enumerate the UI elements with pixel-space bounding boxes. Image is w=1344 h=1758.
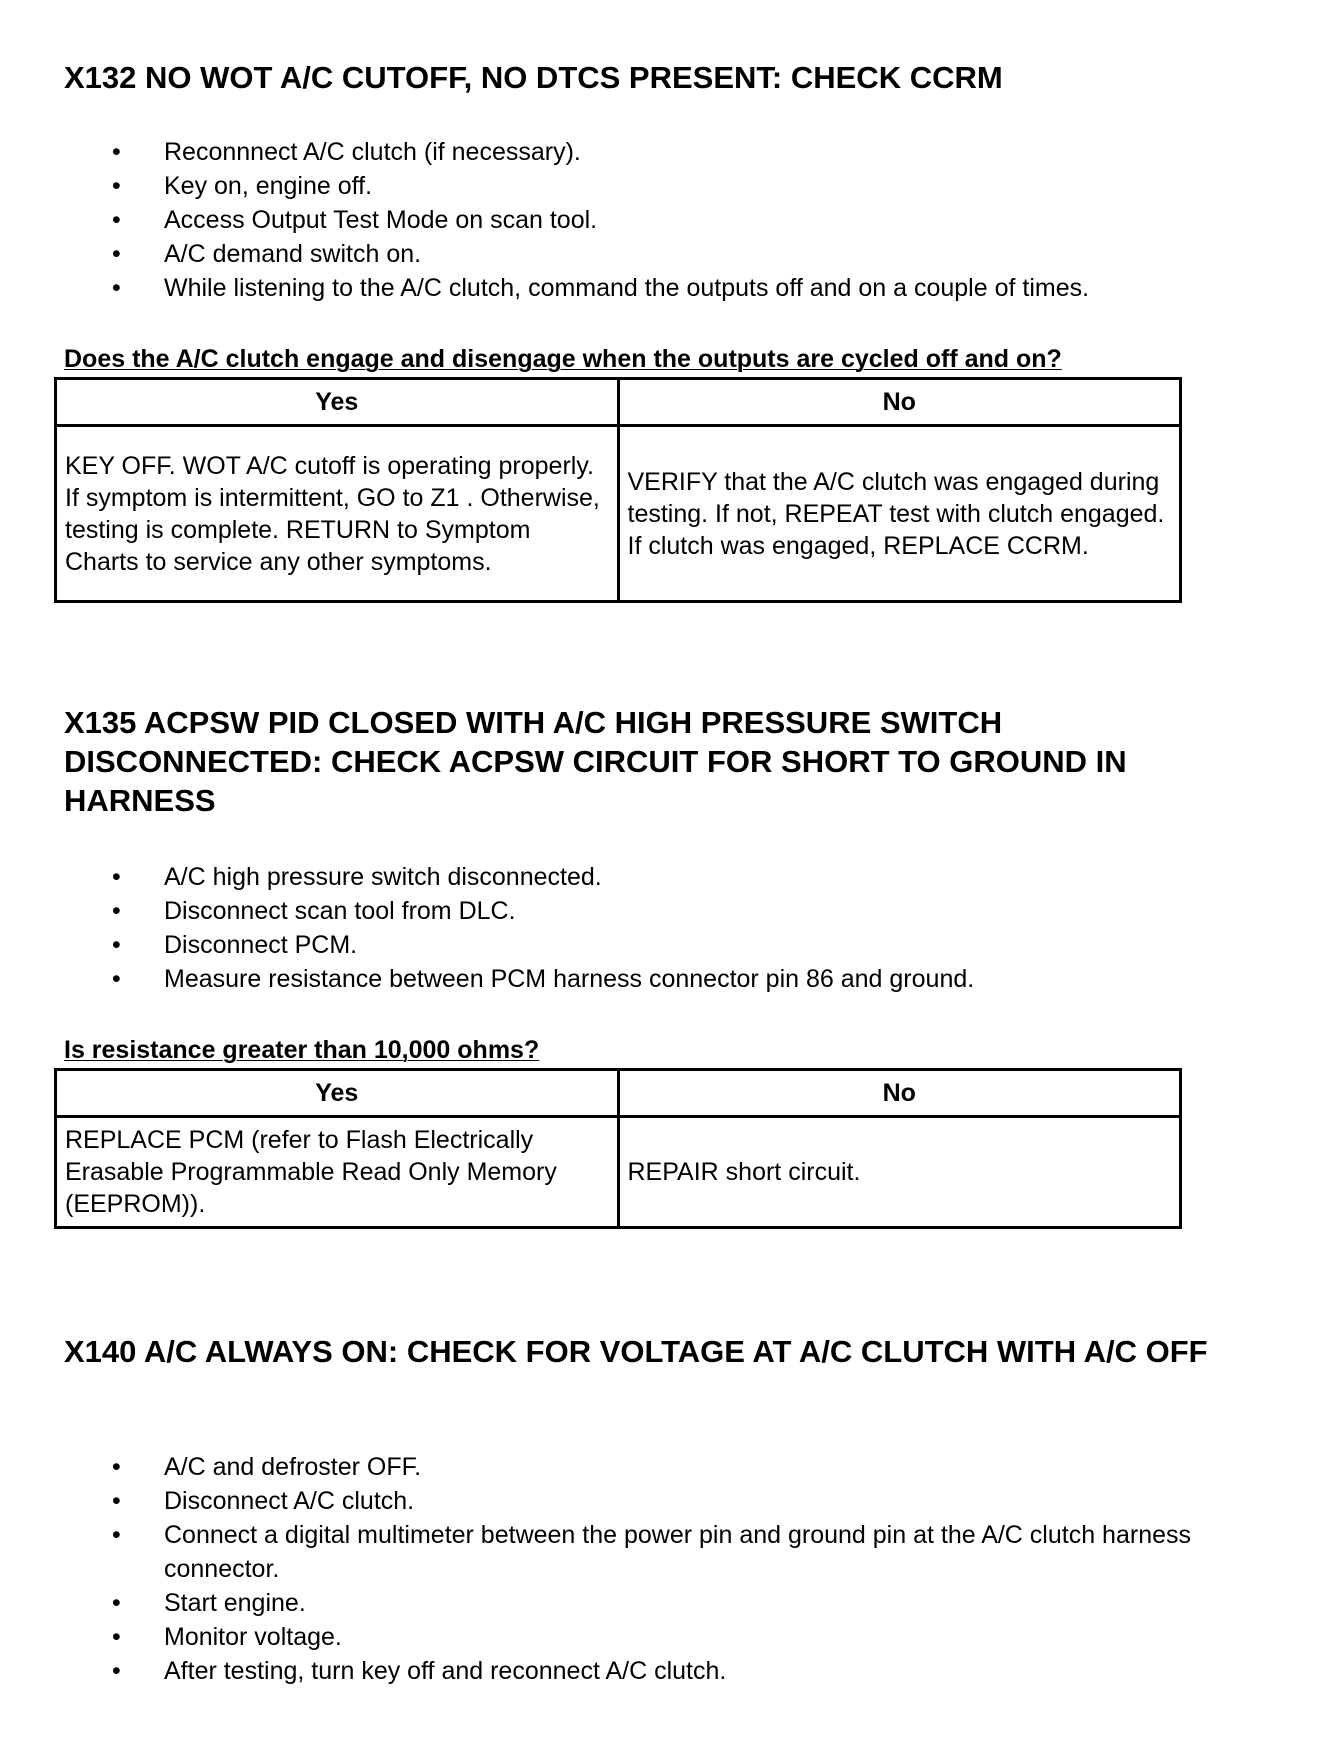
bullet-icon: •	[112, 172, 121, 200]
step-item: • Disconnect A/C clutch.	[110, 1484, 1260, 1518]
steps-list-x140	[110, 1450, 1260, 1688]
bullet-icon: •	[112, 1623, 121, 1651]
bullet-icon: •	[112, 863, 121, 891]
section-title-x135: X135 ACPSW PID CLOSED WITH A/C HIGH PRESSURE SWITCH DISCONNECTED: CHECK ACPSW CIRCUIT FOR SHORT TO GROUND IN HARNESS	[64, 705, 1127, 818]
step-item: • While listening to the A/C clutch, command the outputs off and on a couple of times.	[110, 271, 1260, 305]
step-item: • A/C high pressure switch disconnected.	[110, 860, 1260, 894]
step-item: • Access Output Test Mode on scan tool.	[110, 203, 1260, 237]
yes-header: Yes	[56, 1070, 619, 1117]
steps-list-x132	[110, 135, 1260, 305]
bullet-icon: •	[112, 138, 121, 166]
question-x135: Is resistance greater than 10,000 ohms?	[64, 1036, 540, 1064]
step-item: • Disconnect PCM.	[110, 928, 1260, 962]
decision-table-x135	[54, 1068, 1182, 1229]
step-item: • Monitor voltage.	[110, 1620, 1260, 1654]
no-header: No	[618, 379, 1181, 426]
step-item: • Disconnect scan tool from DLC.	[110, 894, 1260, 928]
no-cell: VERIFY that the A/C clutch was engaged during testing. If not, REPEAT test with clutch engaged. If clutch was engaged, REPLACE CCRM.	[618, 426, 1181, 602]
no-cell: REPAIR short circuit.	[618, 1117, 1181, 1228]
step-item: • Key on, engine off.	[110, 169, 1260, 203]
bullet-icon: •	[112, 1487, 121, 1515]
bullet-icon: •	[112, 931, 121, 959]
bullet-icon: •	[112, 274, 121, 302]
step-item: • A/C and defroster OFF.	[110, 1450, 1260, 1484]
decision-table-x132	[54, 377, 1182, 603]
bullet-icon: •	[112, 965, 121, 993]
section-title-x132: X132 NO WOT A/C CUTOFF, NO DTCS PRESENT: CHECK CCRM	[64, 60, 1003, 95]
yes-cell: KEY OFF. WOT A/C cutoff is operating properly. If symptom is intermittent, GO to Z1 . Otherwise, testing is complete. RETURN to Symptom Charts to service any other symptoms.	[56, 426, 619, 602]
yes-cell: REPLACE PCM (refer to Flash Electrically Erasable Programmable Read Only Memory (EEPROM)).	[56, 1117, 619, 1228]
step-item: • After testing, turn key off and reconnect A/C clutch.	[110, 1654, 1260, 1688]
step-item: • Measure resistance between PCM harness connector pin 86 and ground.	[110, 962, 1260, 996]
question-x132: Does the A/C clutch engage and disengage when the outputs are cycled off and on?	[64, 345, 1062, 373]
bullet-icon: •	[112, 206, 121, 234]
bullet-icon: •	[112, 1521, 121, 1549]
no-header: No	[618, 1070, 1181, 1117]
bullet-icon: •	[112, 1453, 121, 1481]
steps-list-x135	[110, 860, 1260, 996]
step-item: • Connect a digital multimeter between the power pin and ground pin at the A/C clutch harness connector.	[110, 1518, 1264, 1586]
bullet-icon: •	[112, 897, 121, 925]
section-title-x140: X140 A/C ALWAYS ON: CHECK FOR VOLTAGE AT A/C CLUTCH WITH A/C OFF	[64, 1334, 1208, 1369]
step-item: • Start engine.	[110, 1586, 1260, 1620]
bullet-icon: •	[112, 240, 121, 268]
step-item: • A/C demand switch on.	[110, 237, 1260, 271]
bullet-icon: •	[112, 1657, 121, 1685]
bullet-icon: •	[112, 1589, 121, 1617]
step-item: • Reconnnect A/C clutch (if necessary).	[110, 135, 1260, 169]
yes-header: Yes	[56, 379, 619, 426]
